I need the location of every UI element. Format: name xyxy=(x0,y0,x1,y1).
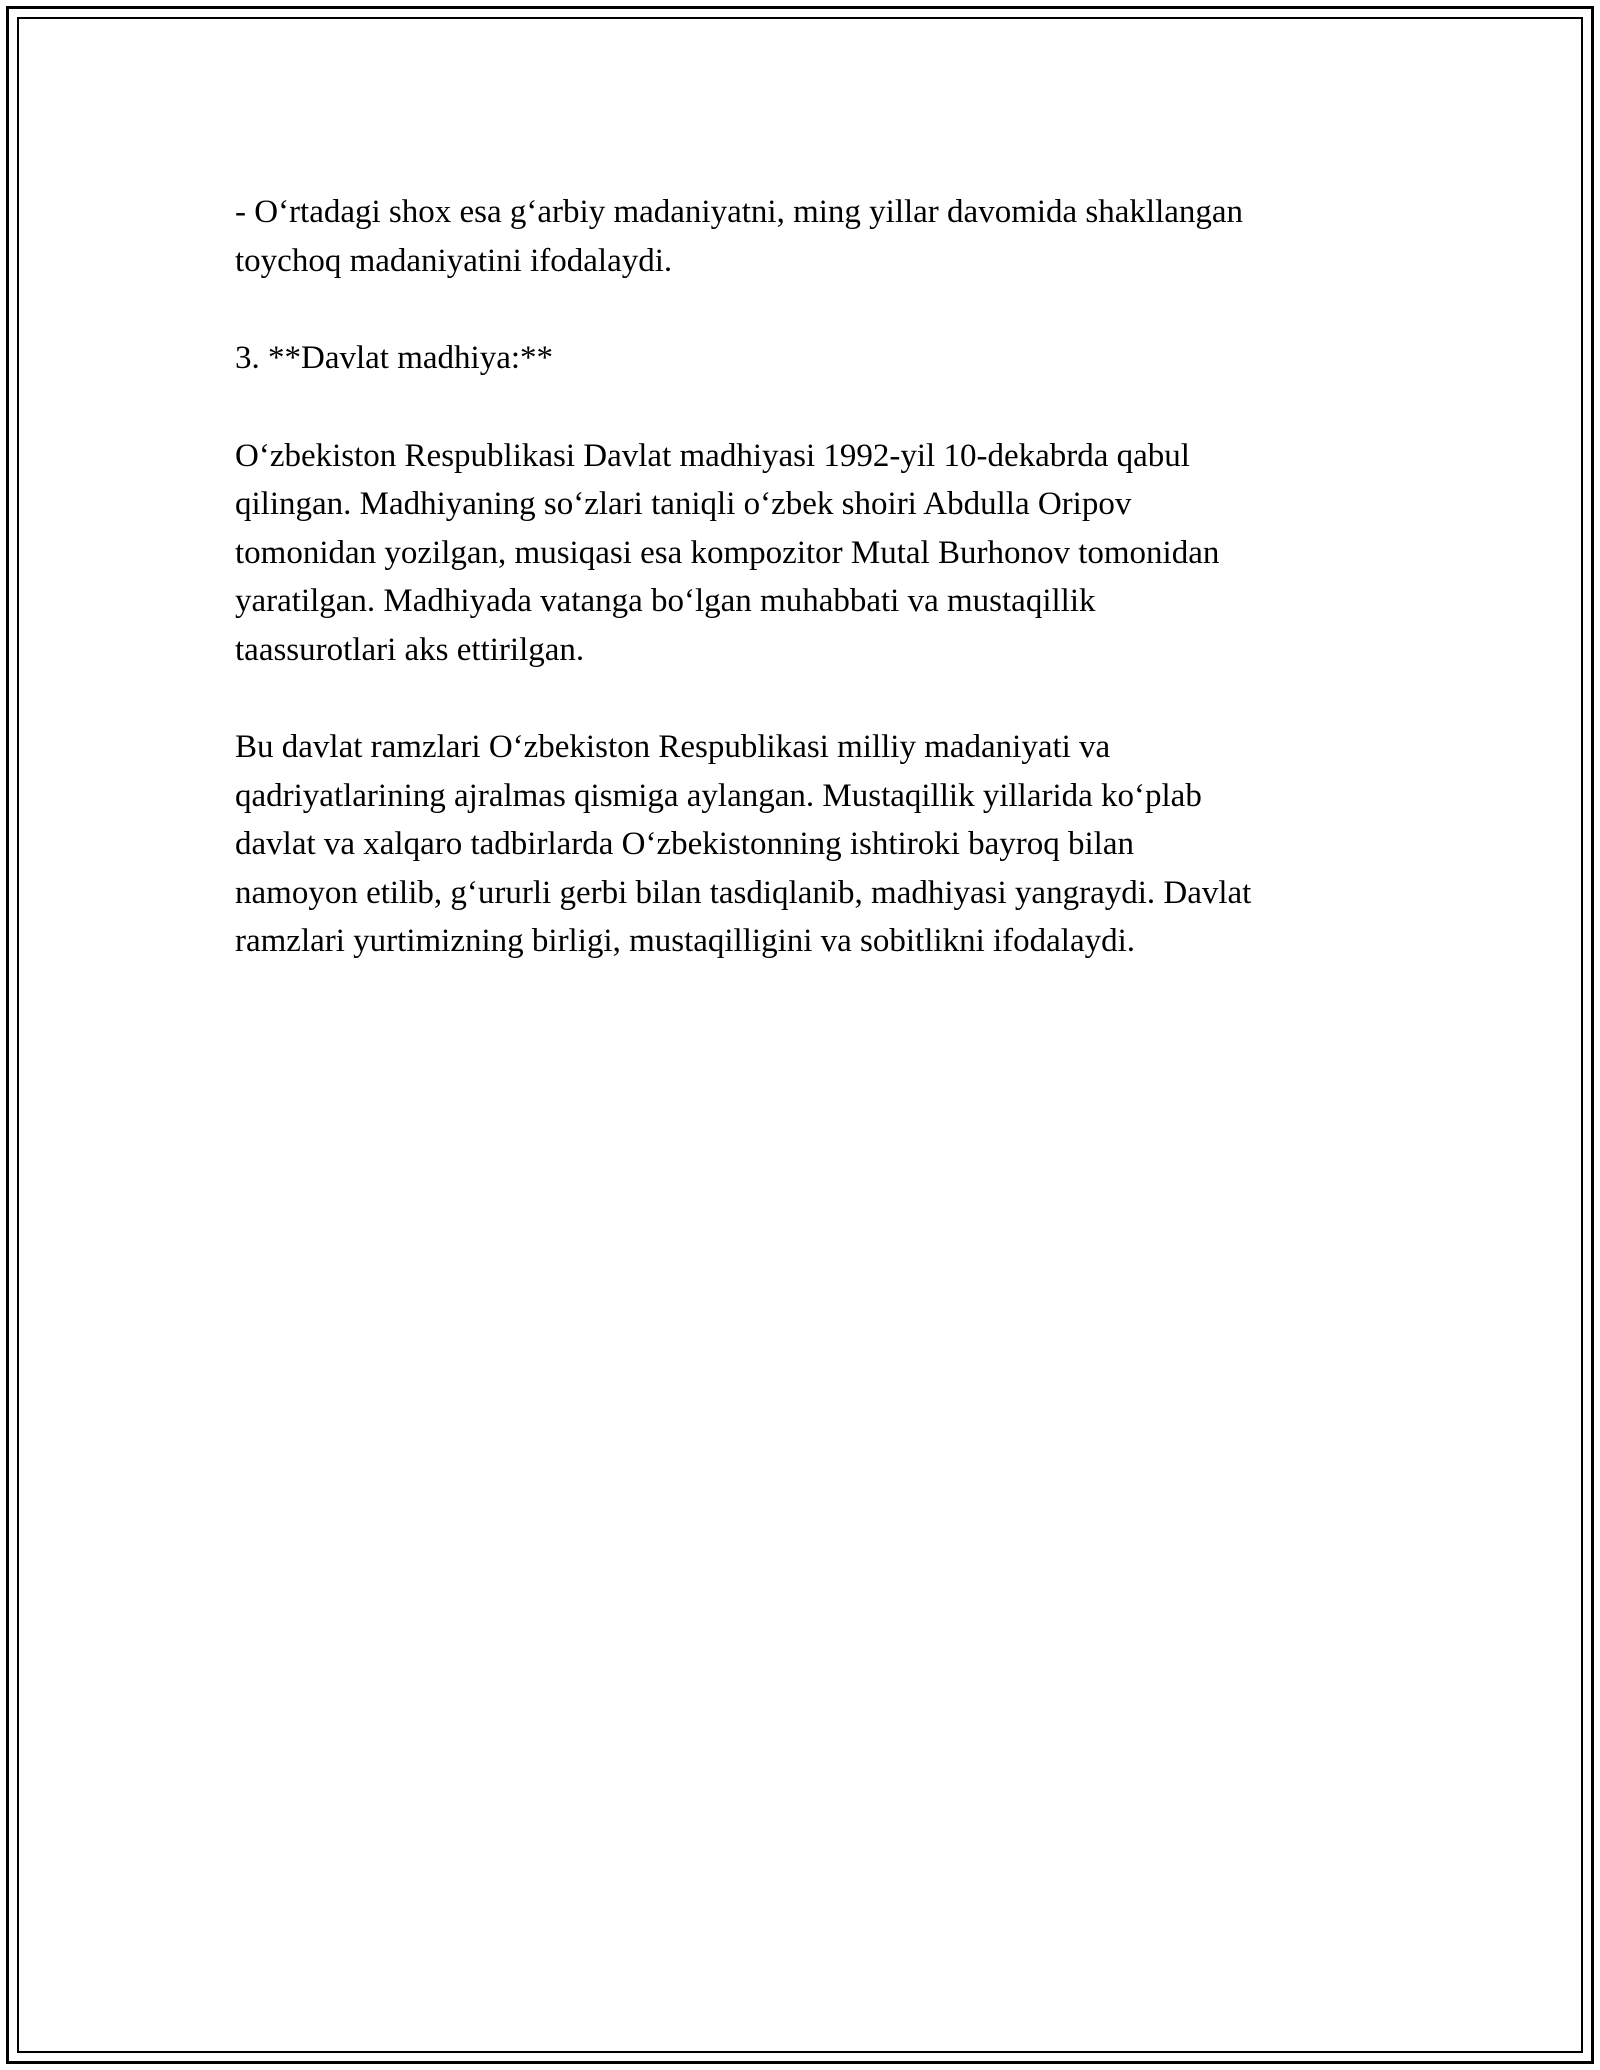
paragraph-middle-horn: - O‘rtadagi shox esa g‘arbiy madaniyatni, ming yillar davomida shakllangan toychoq madaniyatini ifodalaydi. xyxy=(235,194,1244,279)
paragraph-anthem: O‘zbekiston Respublikasi Davlat madhiyasi 1992-yil 10-dekabrda qabul qilingan. Madhiyaning so‘zlari taniqli o‘zbek shoiri Abdulla Oripov tomonidan yozilgan, musiqasi esa kompozitor Mutal Burhonov tomonidan yaratilgan. Madhiyada vatanga bo‘lgan muhabbati va mustaqillik taassurotlari aks ettirilgan. xyxy=(235,437,1220,668)
document-body xyxy=(235,188,1375,966)
section-heading-anthem: 3. **Davlat madhiya:** xyxy=(235,340,554,376)
paragraph-state-symbols: Bu davlat ramzlari O‘zbekiston Respublikasi milliy madaniyati va qadriyatlarining ajralmas qismiga aylangan. Mustaqillik yillarida ko‘plab davlat va xalqaro tadbirlarda O‘zbekistonning ishtiroki bayroq bilan namoyon etilib, g‘ururli gerbi bilan tasdiqlanib, madhiyasi yangraydi. Davlat ramzlari yurtimizning birligi, mustaqilligini va sobitlikni ifodalaydi. xyxy=(235,729,1252,959)
